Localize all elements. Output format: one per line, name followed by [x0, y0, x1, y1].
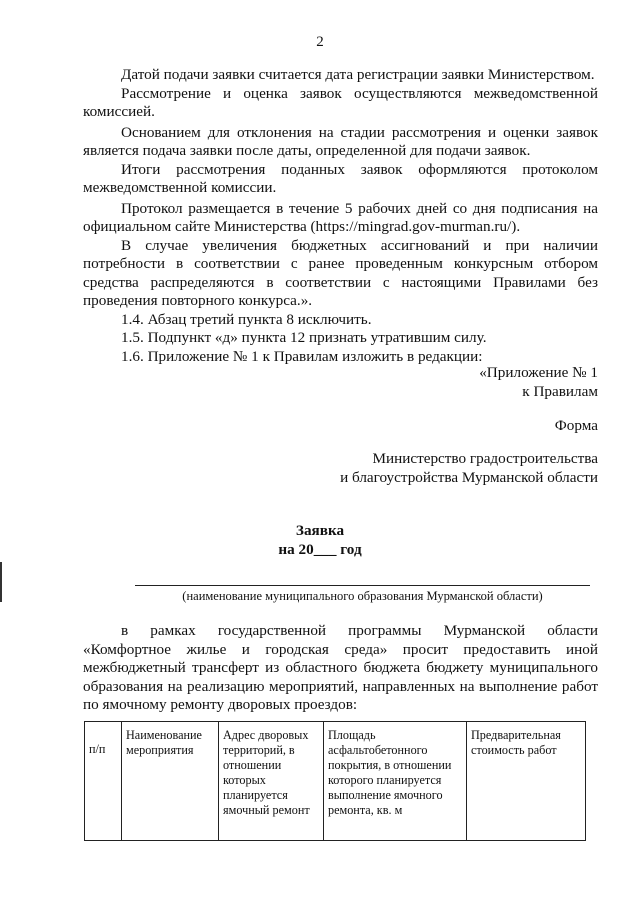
appendix-reference [479, 364, 598, 401]
paragraph: 1.6. Приложение № 1 к Правилам изложить в редакции: [121, 347, 483, 365]
paragraph: Рассмотрение и оценка заявок осуществляются межведомственной комиссией. [83, 84, 598, 120]
page-number: 2 [316, 34, 324, 50]
request-text [83, 622, 598, 715]
paragraph: В случае увеличения бюджетных ассигнований и при наличии потребности в соответствии с ранее проведенным конкурсным отбором средства распределяются в соответствии с настоящими Правилами без проведения повторного конкурса.». [83, 236, 598, 309]
header-cell-area: Площадь асфальтобетонного покрытия, в отношении которого планируется выполнение ямочного ремонта, кв. м [324, 722, 467, 841]
municipality-line [135, 585, 590, 586]
projects-table [84, 721, 586, 841]
header-cell-name: Наименование мероприятия [122, 722, 219, 841]
table-header-row [85, 722, 586, 841]
ministry-name [340, 450, 598, 487]
header-cell-cost: Предварительная стоимость работ [467, 722, 586, 841]
application-title: Заявка [295, 522, 345, 539]
paragraph: 1.4. Абзац третий пункта 8 исключить. [121, 310, 372, 328]
appendix-line: к Правилам [522, 382, 598, 400]
ministry-line: и благоустройства Мурманской области [340, 468, 598, 486]
municipality-caption: (наименование муниципального образования Мурманской области) [182, 589, 543, 603]
application-year: на 20___ год [278, 541, 362, 558]
paragraph: Протокол размещается в течение 5 рабочих дней со дня подписания на официальном сайте Министерства (https://mingrad.gov-murman.ru/). [83, 199, 598, 235]
header-cell-address: Адрес дворовых территорий, в отношении которых планируется ямочный ремонт [219, 722, 324, 841]
paragraph: Основанием для отклонения на стадии рассмотрения и оценки заявок является подача заявки после даты, определенной для подачи заявок. [83, 123, 598, 159]
paragraph: 1.5. Подпункт «д» пункта 12 признать утратившим силу. [121, 329, 487, 346]
appendix-line: «Приложение № 1 [479, 364, 598, 381]
ministry-line: Министерство градостроительства [372, 450, 598, 467]
header-cell-number: п/п [85, 722, 122, 841]
scan-edge-mark [0, 562, 2, 602]
body-text [83, 66, 598, 366]
paragraph: в рамках государственной программы Мурманской области «Комфортное жилье и городская среда» просит предоставить иной межбюджетный трансферт из областного бюджета бюджету муниципального образования на реализацию мероприятий, направленных на выполнение работ по ямочному ремонту дворовых проездов: [83, 622, 598, 713]
form-label: Форма [554, 417, 598, 434]
paragraph: Итоги рассмотрения поданных заявок оформляются протоколом межведомственной комиссии. [83, 160, 598, 196]
paragraph: Датой подачи заявки считается дата регистрации заявки Министерством. [121, 66, 595, 83]
